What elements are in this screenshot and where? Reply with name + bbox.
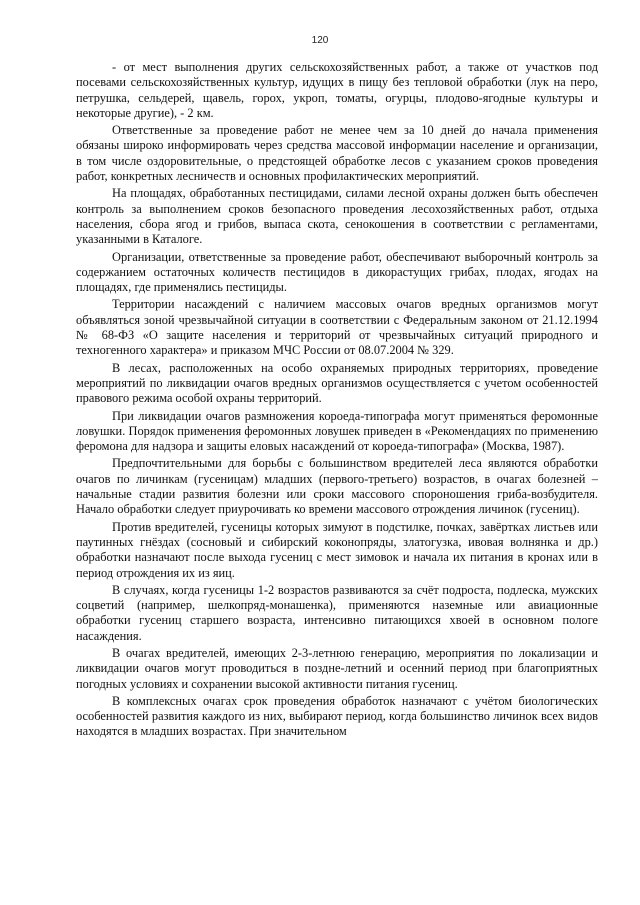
- paragraph-5: Территории насаждений с наличием массовых очагов вредных организмов могут объявляться зоной чрезвычайной ситуации в соответствии с Федеральным законом от 21.12.1994 № 68-ФЗ «О защите населения и территорий от чрезвычайных ситуаций природного и техногенного характера» и приказом МЧС России от 08.07.2004 № 329.: [76, 297, 598, 358]
- paragraph-9: Против вредителей, гусеницы которых зимуют в подстилке, почках, завёртках листьев или паутинных гнёздах (сосновый и сибирский коконопряды, златогузка, ивовая волнянка и др.) обработки назначают после выхода гусениц с мест зимовок и начала их питания в кронах или в период отрождения их из яиц.: [76, 519, 598, 580]
- paragraph-12: В комплексных очагах срок проведения обработок назначают с учётом биологических особенностей развития каждого из них, выбирают период, когда большинство личинок всех видов находятся в младших возрастах. При значительном: [76, 693, 598, 739]
- paragraph-8: Предпочтительными для борьбы с большинством вредителей леса являются обработки очагов по личинкам (гусеницам) младших (первого-третьего) возрастов, в очагах болезней – начальные стадии развития болезни или сроки массового спороношения гриба-возбудителя. Начало обработки следует приурочивать ко времени массового отрождения личинок (гусениц).: [76, 456, 598, 517]
- paragraph-6: В лесах, расположенных на особо охраняемых природных территориях, проведение мероприятий по ликвидации очагов вредных организмов осуществляется с учетом особенностей правового режима особой охраны территорий.: [76, 360, 598, 406]
- paragraph-3: На площадях, обработанных пестицидами, силами лесной охраны должен быть обеспечен контроль за выполнением сроков безопасного проведения лесохозяйственных работ, отдыха населения, сбора ягод и грибов, выпаса скота, сенокошения в соответствии с регламентами, указанными в Каталоге.: [76, 186, 598, 247]
- paragraph-4: Организации, ответственные за проведение работ, обеспечивают выборочный контроль за содержанием остаточных количеств пестицидов в дикорастущих грибах, плодах, ягодах на площадях, где применялись пестициды.: [76, 249, 598, 295]
- paragraph-7: При ликвидации очагов размножения короеда-типографа могут применяться феромонные ловушки. Порядок применения феромонных ловушек приведен в «Рекомендациях по применению феромона для надзора и защиты еловых насаждений от короеда-типографа» (Москва, 1987).: [76, 408, 598, 454]
- page-number: 120: [311, 35, 329, 46]
- paragraph-10: В случаях, когда гусеницы 1-2 возрастов развиваются за счёт подроста, подлеска, мужских соцветий (например, шелкопряд-монашенка), применяются наземные или авиационные обработки гусениц старшего возраста, интенсивно питающихся хвоей в основном пологе насаждения.: [76, 582, 598, 643]
- paragraph-11: В очагах вредителей, имеющих 2-3-летнюю генерацию, мероприятия по локализации и ликвидации очагов могут проводиться в поздне-летний и осенний период при благоприятных погодных условиях и сохранении высокой активности питания гусениц.: [76, 645, 598, 691]
- paragraph-1: - от мест выполнения других сельскохозяйственных работ, а также от участков под посевами сельскохозяйственных культур, идущих в пищу без тепловой обработки (лук на перо, петрушка, сельдерей, щавель, горох, укроп, томаты, огурцы, плодово-ягодные культуры и некоторые другие), - 2 км.: [76, 60, 598, 120]
- paragraph-2: Ответственные за проведение работ не менее чем за 10 дней до начала применения обязаны широко информировать через средства массовой информации население и организации, в том числе оздоровительные, о предстоящей обработке лесов с указанием сроков проведения работ, конкретных лесничеств и основных профилактических мероприятий.: [76, 123, 598, 184]
- body-text: [76, 60, 598, 742]
